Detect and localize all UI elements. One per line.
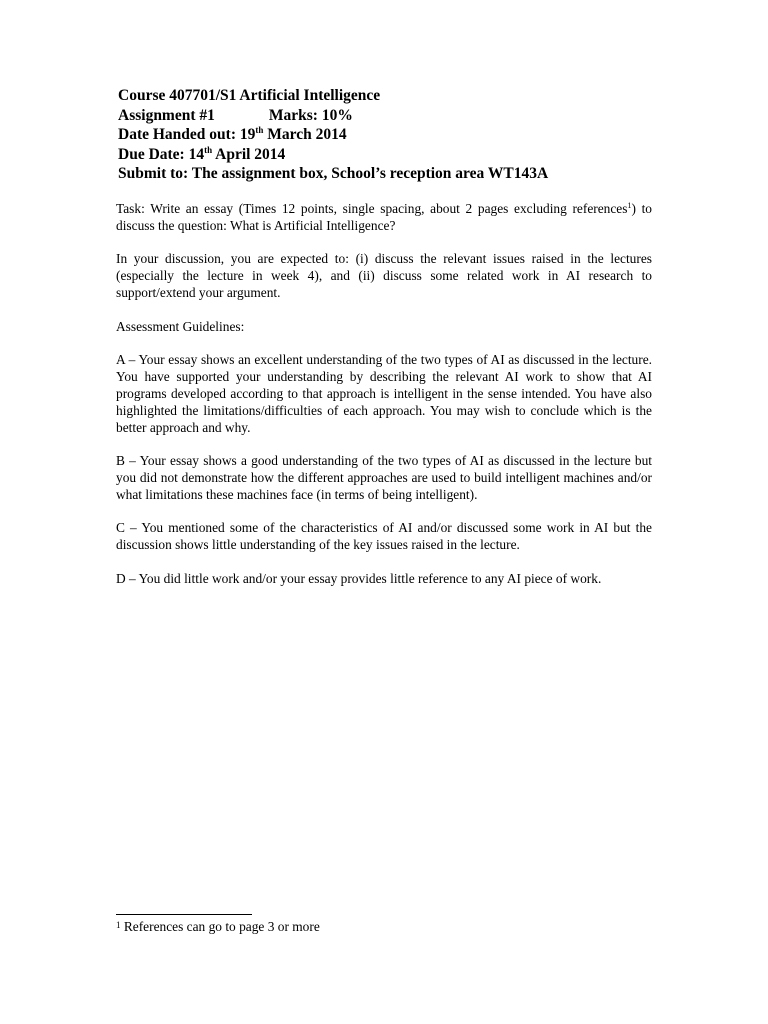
grade-d-paragraph: D – You did little work and/or your essay provides little reference to any AI piece of work. xyxy=(116,570,602,586)
grade-b-paragraph: B – Your essay shows a good understanding of the two types of AI as discussed in the lecture but you did not demonstrate how the different approaches are used to build intelligent machines and/or what limitations these machines face (in terms of being intelligent). xyxy=(116,452,652,502)
assignment-body xyxy=(116,201,652,604)
footnote-reference: 1 xyxy=(627,201,632,210)
due-date: Due Date: 14th April 2014 xyxy=(118,144,286,163)
course-title: Course 407701/S1 Artificial Intelligence xyxy=(118,87,381,104)
assignment-line xyxy=(118,106,658,126)
footnote-marker: 1 xyxy=(116,920,121,930)
assignment-marks: Marks: 10% xyxy=(268,106,353,124)
submit-to: Submit to: The assignment box, School’s reception area WT143A xyxy=(118,165,549,182)
assignment-number: Assignment #1 xyxy=(118,106,215,124)
assignment-header xyxy=(118,86,658,184)
grade-c-paragraph: C – You mentioned some of the characteristics of AI and/or discussed some work in AI but the discussion shows little understanding of the key issues raised in the lecture. xyxy=(116,520,652,553)
footnote xyxy=(116,918,656,935)
grade-a-paragraph: A – Your essay shows an excellent understanding of the two types of AI as discussed in the lecture. You have supported your understanding by describing the relevant AI work to show that AI programs developed according to that approach is intelligent in the sense intended. You have also highlighted the limitations/difficulties of each approach. You may wish to conclude which is the better approach and why. xyxy=(116,351,652,435)
task-paragraph: Task: Write an essay (Times 12 points, single spacing, about 2 pages excluding references$^1$) to discuss the question: What is Artificial Intelligence? xyxy=(116,201,652,233)
date-handed-out: Date Handed out: 19th March 2014 xyxy=(118,125,347,143)
discussion-paragraph: In your discussion, you are expected to: (i) discuss the relevant issues raised in the lectures (especially the lecture in week 4), and (ii) discuss some related work in AI research to support/extend your argument. xyxy=(116,251,652,301)
footnote-text: References can go to page 3 or more xyxy=(120,919,320,934)
footnote-separator xyxy=(116,914,252,915)
guidelines-heading: Assessment Guidelines: xyxy=(116,318,245,334)
